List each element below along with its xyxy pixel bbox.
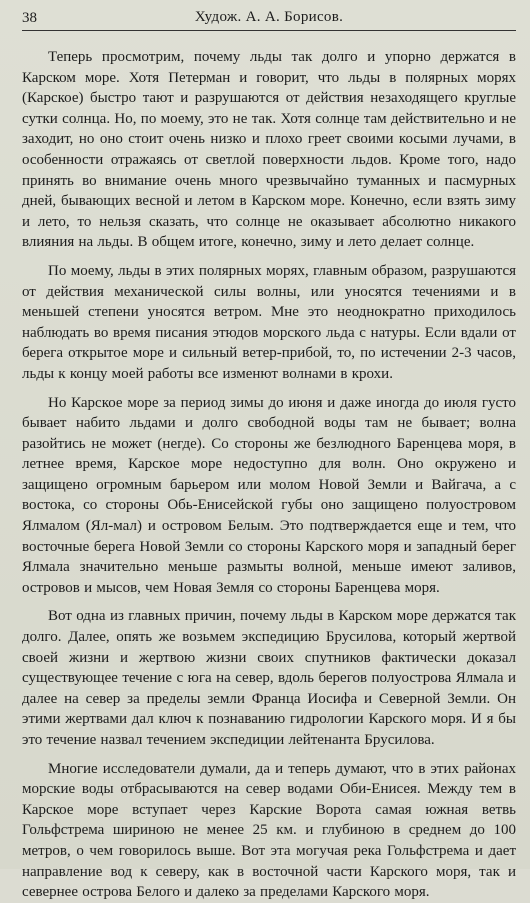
header-rule — [22, 30, 516, 31]
paragraph: Многие исследователи думали, да и теперь думают, что в этих районах морские воды отбрасываются на север водами Оби-Енисея. Между тем в Карское море вступает через Карские Ворота самая южная ветвь Гольфстрема шириною не менее 25 км. и глубиною в среднем до 100 метров, о чем говорилось выше. Вот эта могучая река Гольфстрема и дает направление вод к северу, как в восточной части Карского моря, так и севернее острова Белого и далеко за пределами Карского моря. — [22, 760, 516, 901]
page-header — [22, 8, 516, 30]
paragraph: По моему, льды в этих полярных морях, главным образом, разрушаются от действия механической силы волны, или уносятся течениями и в меньшей степени уносятся ветром. Мне это неоднократно приходилось наблюдать во время писания этюдов морского льда с натуры. Если вдали от берега открытое море и сильный ветер-прибой, то, по истечении 2-3 часов, льды к концу моей работы все изменют волнами в крохи. — [22, 262, 516, 382]
page-number: 38 — [22, 10, 37, 26]
paragraph: Теперь просмотрим, почему льды так долго и упорно держатся в Карском море. Хотя Петерман и говорит, что льды в полярных морях (Карское) быстро тают и разрушаются от действия незаходящего круглые сутки солнца. Но, по моему, это не так. Хотя солнце там действительно и не заходит, но оно стоит очень низко и плохо греет своими косыми лучами, в особенности отражаясь от светлой поверхности льдов. Кроме того, надо принять во внимание очень много чрезвычайно туманных и пасмурных дней, бывающих весной и летом в Карском море. Конечно, если взять зиму и лето, то нельзя сказать, что солнце не оказывает абсолютно никакого влияния на льды. В общем итоге, конечно, зиму и лето делает солнце. — [22, 49, 516, 251]
body-text — [22, 47, 516, 903]
paragraph: Но Карское море за период зимы до июня и даже иногда до июля густо бывает набито льдами и долго свободной воды там не бывает; волна разойтись не может (негде). Со стороны же безлюдного Баренцева моря, в летнее время, Карское море недоступно для волн. Оно окружено и защищено огромным барьером или молом Новой Земли и Вайгача, а с востока, со стороны Обь-Енисейской губы оно защищено полуостровом Ялмалом (Ял-мал) и островом Белым. Это подтверждается еще и тем, что восточные берега Новой Земли со стороны Карского моря и западный берег Ялмала значительно меньше размыты волной, меньше имеют заливов, островов и мысов, чем Новая Земля со стороны Баренцева моря. — [22, 394, 516, 596]
paragraph: Вот одна из главных причин, почему льды в Карском море держатся так долго. Далее, опять же возьмем экспедицию Брусилова, который жертвой своей жизни и жертвою жизни своих спутников фактически доказал существующее течение с юга на север, вдоль берегов полуострова Ялмала и далее на север за пределы земли Франца Иосифа и Северной Земли. Он этими жертвами дал ключ к познаванию гидрологии Карского моря. И я бы это течение назвал течением экспедиции лейтенанта Брусилова. — [22, 608, 516, 748]
running-head: Худож. А. А. Борисов. — [194, 9, 344, 25]
